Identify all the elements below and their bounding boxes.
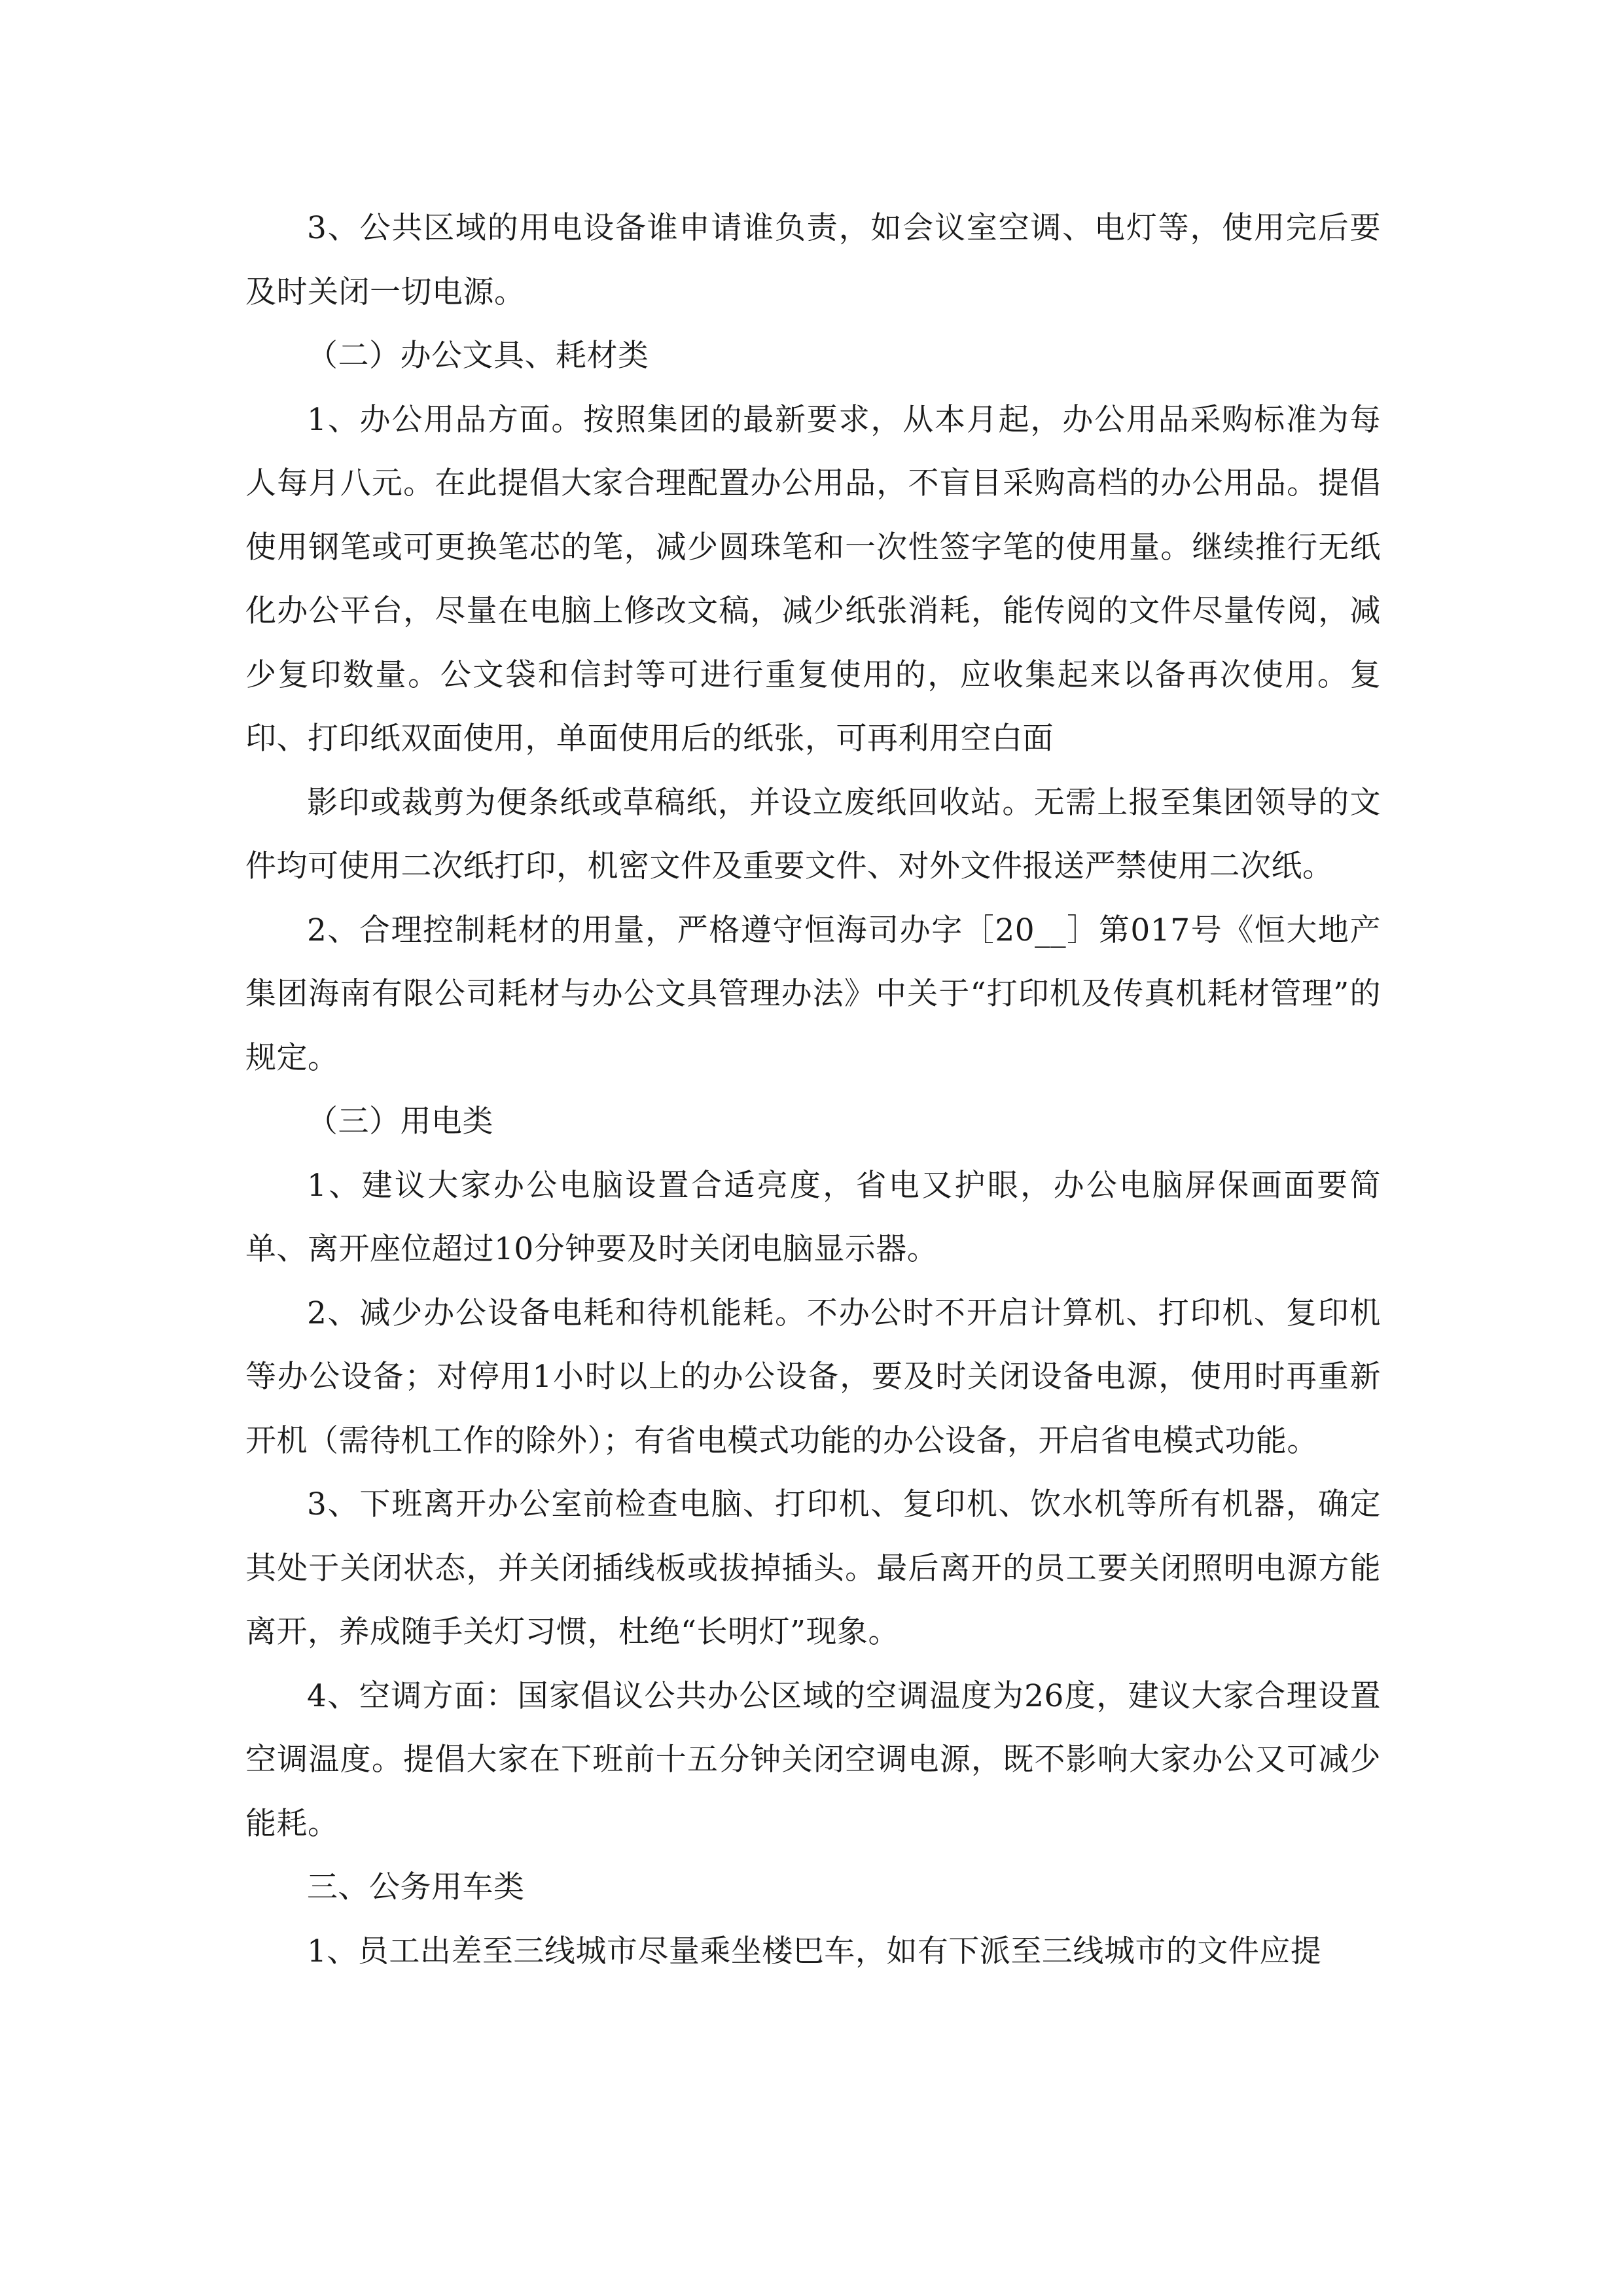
paragraph-computer-brightness: 1、建议大家办公电脑设置合适亮度，省电又护眼，办公电脑屏保画面要简单、离开座位超过10分钟要及时关闭电脑显示器。 (245, 1167, 1381, 1267)
section-heading-stationery: （二）办公文具、耗材类 (307, 338, 649, 374)
paragraph-scrap-paper: 影印或裁剪为便条纸或草稿纸，并设立废纸回收站。无需上报至集团领导的文件均可使用二次纸打印，机密文件及重要文件、对外文件报送严禁使用二次纸。 (245, 784, 1381, 884)
paragraph-standby-power: 2、减少办公设备电耗和待机能耗。不办公时不开启计算机、打印机、复印机等办公设备；对停用1小时以上的办公设备，要及时关闭设备电源，使用时再重新开机（需待机工作的除外）；有省电模式功能的办公设备，开启省电模式功能。 (245, 1295, 1381, 1459)
paragraph-office-supplies: 1、办公用品方面。按照集团的最新要求，从本月起，办公用品采购标准为每人每月八元。在此提倡大家合理配置办公用品，不盲目采购高档的办公用品。提倡使用钢笔或可更换笔芯的笔，减少圆珠笔和一次性签字笔的使用量。继续推行无纸化办公平台，尽量在电脑上修改文稿，减少纸张消耗，能传阅的文件尽量传阅，减少复印数量。公文袋和信封等可进行重复使用的，应收集起来以备再次使用。复印、打印纸双面使用，单面使用后的纸张，可再利用空白面 (245, 401, 1381, 757)
paragraph-business-travel: 1、员工出差至三线城市尽量乘坐楼巴车，如有下派至三线城市的文件应提 (307, 1933, 1322, 1969)
document-body (245, 196, 1381, 1983)
paragraph-consumables-control: 2、合理控制耗材的用量，严格遵守恒海司办字［20__］第017号《恒大地产集团海南有限公司耗材与办公文具管理办法》中关于“打印机及传真机耗材管理”的规定。 (245, 912, 1381, 1076)
section-heading-electricity: （三）用电类 (307, 1103, 493, 1139)
paragraph-air-conditioning: 4、空调方面：国家倡议公共办公区域的空调温度为26度，建议大家合理设置空调温度。提倡大家在下班前十五分钟关闭空调电源，既不影响大家办公又可减少能耗。 (245, 1677, 1381, 1842)
paragraph-public-area-power: 3、公共区域的用电设备谁申请谁负责，如会议室空调、电灯等，使用完后要及时关闭一切电源。 (245, 210, 1381, 310)
section-heading-official-vehicles: 三、公务用车类 (307, 1869, 525, 1905)
paragraph-leaving-office: 3、下班离开办公室前检查电脑、打印机、复印机、饮水机等所有机器，确定其处于关闭状态，并关闭插线板或拔掉插头。最后离开的员工要关闭照明电源方能离开，养成随手关灯习惯，杜绝“长明灯”现象。 (245, 1486, 1381, 1650)
